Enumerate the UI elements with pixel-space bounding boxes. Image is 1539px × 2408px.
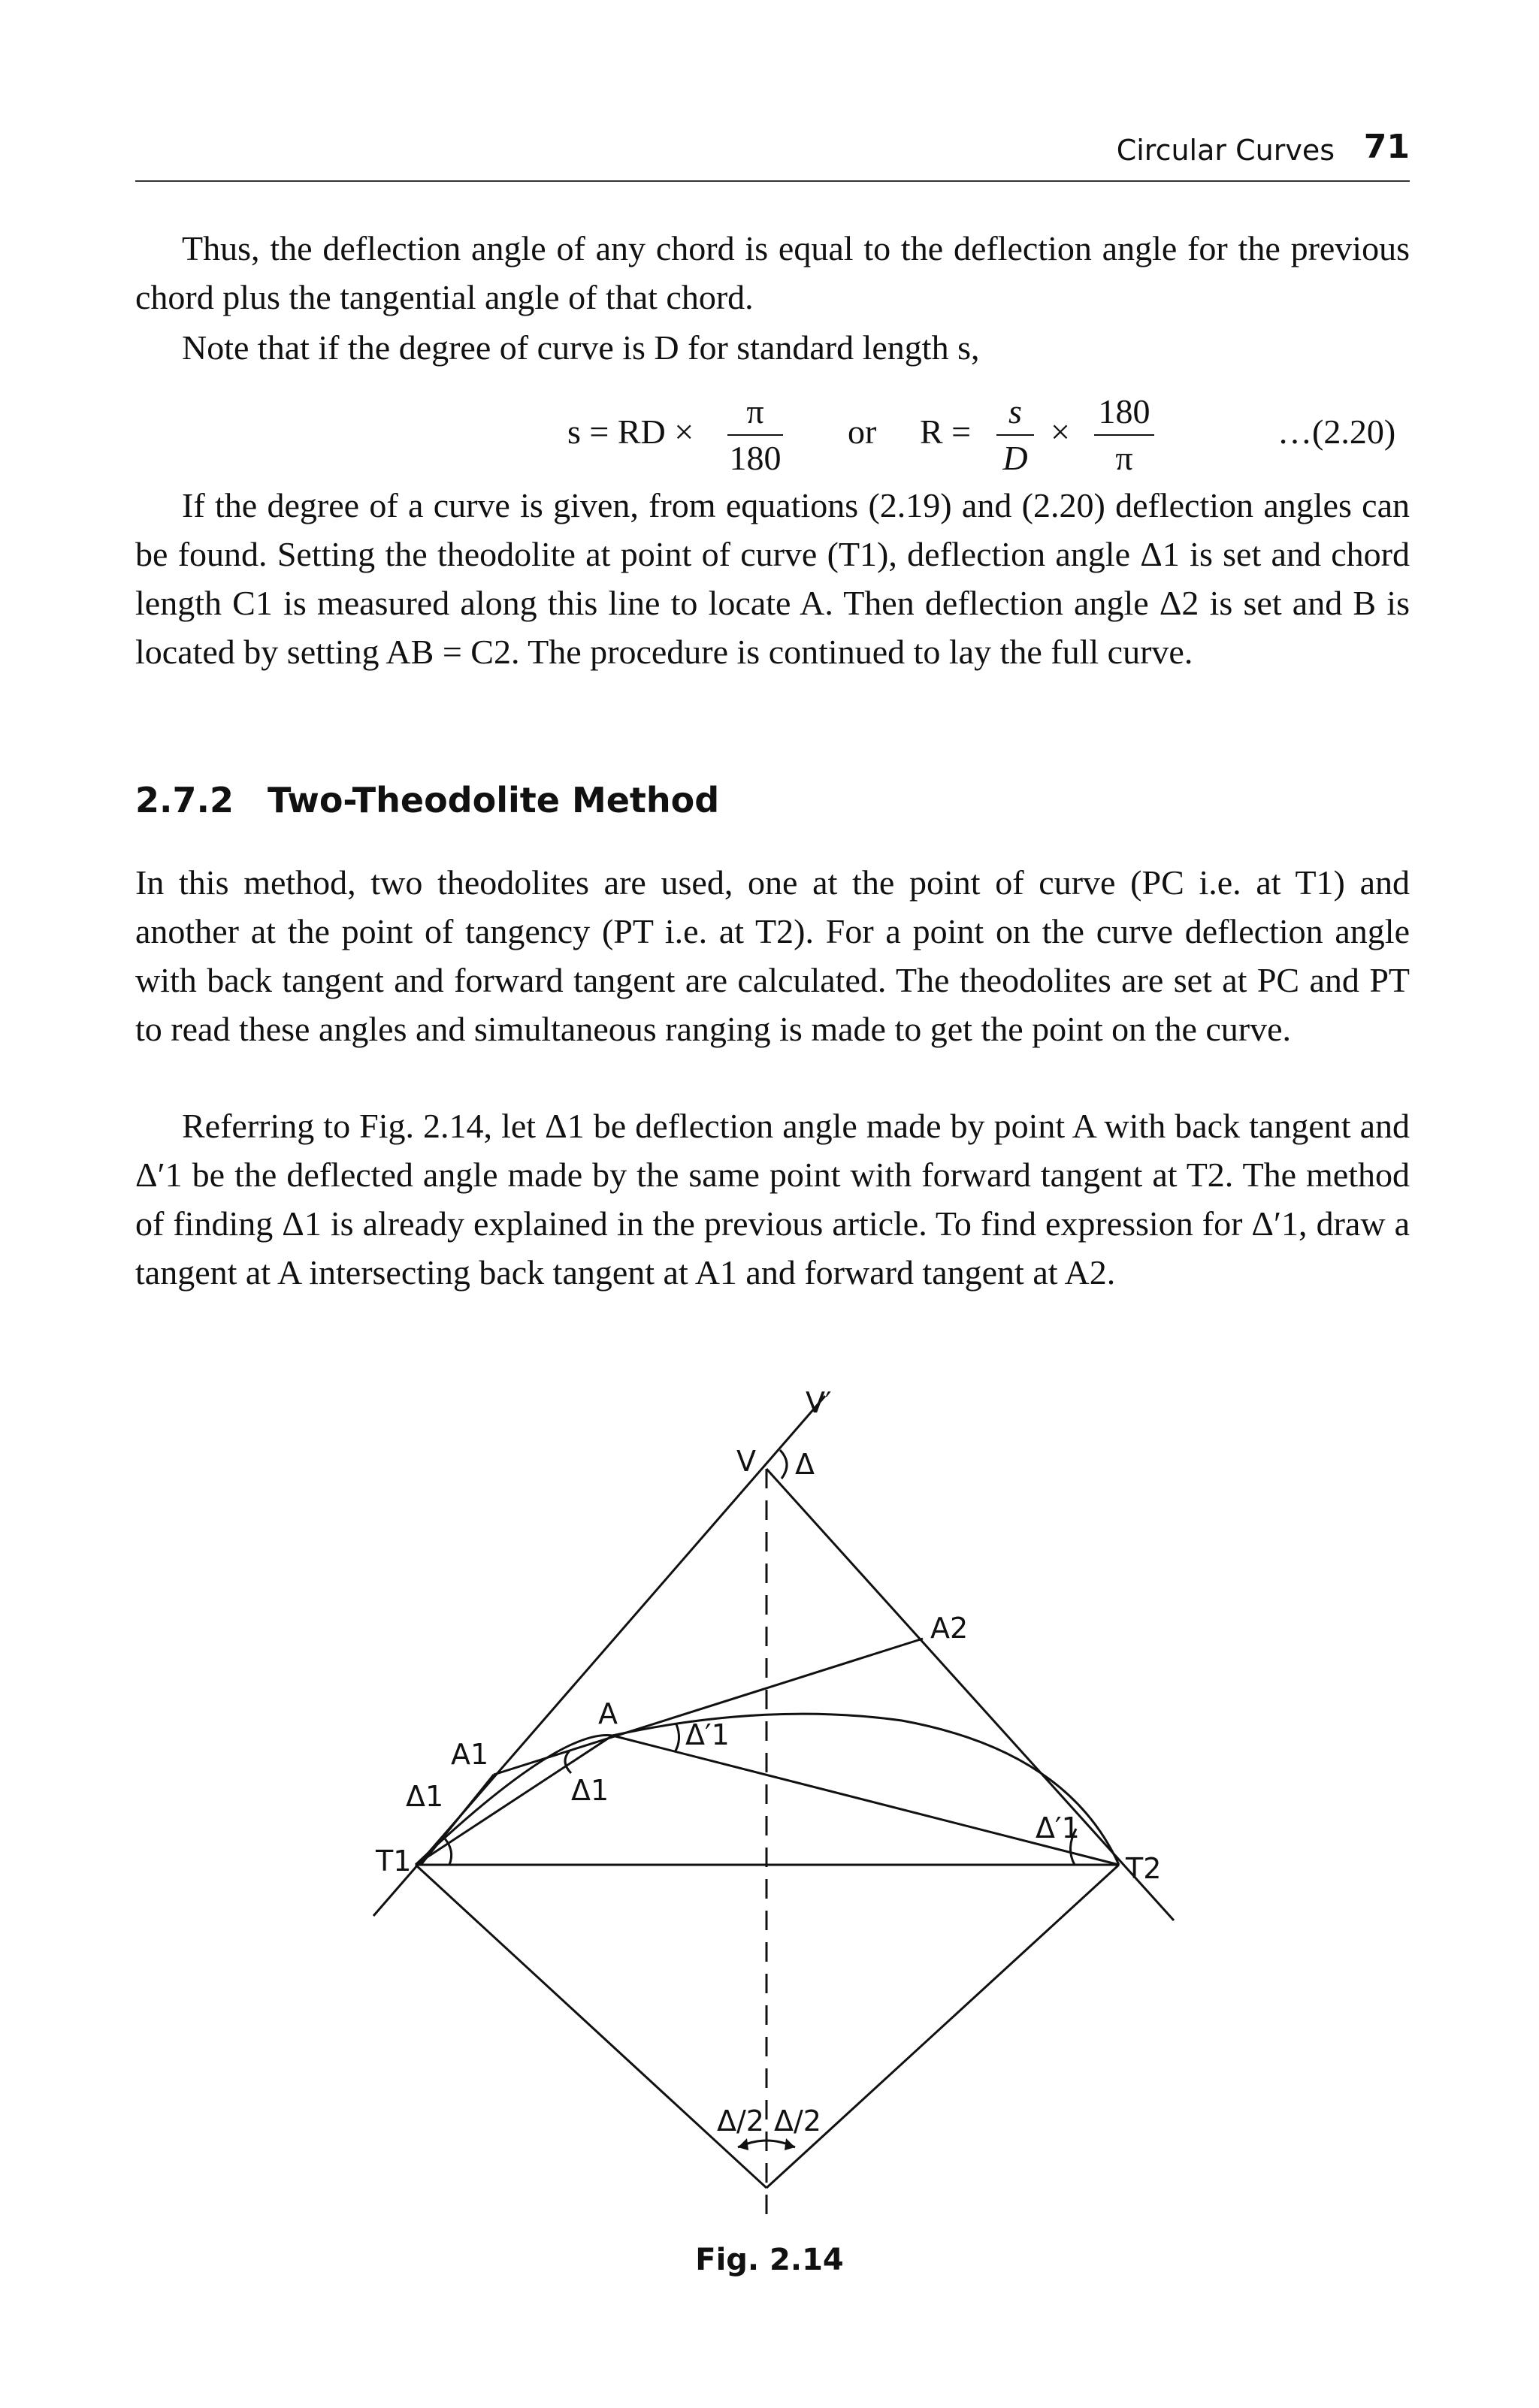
- eq-frac3-den: π: [1115, 439, 1133, 477]
- eq-frac1-bar: [727, 434, 783, 436]
- label-delta1-left: Δ1: [406, 1780, 444, 1813]
- label-half-delta-right: Δ/2: [774, 2104, 821, 2138]
- label-delta: Δ: [795, 1448, 815, 1481]
- eq-or: or: [848, 412, 877, 451]
- eq-frac3-bar: [1094, 434, 1154, 436]
- angle-arc-delta1prime-a: [675, 1724, 679, 1752]
- label-delta1-prime-t2: Δ′1: [1036, 1811, 1080, 1845]
- figure-2-14-diagram: [0, 1367, 1539, 2239]
- label-half-delta-left: Δ/2: [717, 2104, 764, 2138]
- figure-caption: Fig. 2.14: [695, 2243, 844, 2277]
- eq-fraction-s-over-d: [996, 391, 1034, 479]
- label-t2: T2: [1126, 1852, 1162, 1885]
- section-title: Two-Theodolite Method: [268, 780, 720, 820]
- eq-frac2-bar: [996, 434, 1034, 436]
- label-a: A: [598, 1697, 618, 1730]
- paragraph-1: Thus, the deflection angle of any chord is equal to the deflection angle for the previous chord plus the tangential angle of that chord.: [135, 229, 1410, 316]
- label-delta1-prime-a: Δ′1: [685, 1718, 730, 1751]
- angle-arc-delta1-a: [565, 1751, 571, 1773]
- paragraph-5: Referring to Fig. 2.14, let Δ1 be deflection angle made by point A with back tangent and Δ′1 be the deflected angle made by the same point with forward tangent at T2. The method of finding Δ1 is already explained in the previous article. To find expression for Δ′1, draw a tangent at A intersecting back tangent at A1 and forward tangent at A2.: [135, 1107, 1410, 1292]
- header-rule: [135, 180, 1410, 182]
- eq-times: ×: [1051, 412, 1070, 451]
- arrowhead-left-half-delta: [738, 2138, 748, 2150]
- eq-rhs: R =: [920, 412, 972, 451]
- tangent-at-a: [494, 1639, 923, 1775]
- label-v: V: [736, 1445, 756, 1478]
- label-v-prime: V′: [806, 1386, 832, 1419]
- eq-frac3-num: 180: [1098, 392, 1150, 431]
- chord-a-to-t2: [612, 1736, 1119, 1865]
- label-a1: A1: [451, 1738, 489, 1771]
- eq-frac1-den: 180: [729, 439, 782, 477]
- page-number: 71: [1363, 128, 1410, 166]
- line-t1-to-centre: [416, 1865, 766, 2188]
- equation-2-20: [0, 391, 1539, 481]
- paragraph-2: [135, 323, 1410, 372]
- arrowhead-right-half-delta: [785, 2138, 795, 2150]
- section-number: 2.7.2: [135, 780, 234, 820]
- line-t2-to-centre: [766, 1865, 1119, 2188]
- eq-frac2-num: s: [1008, 392, 1022, 431]
- paragraph-3: If the degree of a curve is given, from equations (2.19) and (2.20) deflection angles can be found. Setting the theodolite at point of curve (T1), deflection angle Δ1 is set and chord length C1 is measured along this line to locate A. Then deflection angle Δ2 is set and B is located by setting AB = C2. The procedure is continued to lay the full curve.: [135, 486, 1410, 671]
- eq-fraction-pi-over-180: [727, 391, 783, 479]
- label-delta1-inner: Δ1: [571, 1774, 609, 1807]
- eq-frac2-den: D: [1002, 439, 1028, 477]
- section-heading: [135, 780, 719, 820]
- eq-fraction-180-over-pi: [1094, 391, 1154, 479]
- paragraph-4: In this method, two theodolites are used, one at the point of curve (PC i.e. at T1) and another at the point of tangency (PT i.e. at T2). For a point on the curve deflection angle with back tangent and forward tangent are calculated. The theodolites are set at PC and PT to read these angles and simultaneous ranging is made to get the point on the curve.: [135, 863, 1410, 1048]
- eq-number: …(2.20): [1277, 412, 1396, 451]
- p2-text: Note that if the degree of curve is D for standard length s,: [182, 328, 980, 367]
- angle-arc-delta: [780, 1450, 787, 1479]
- eq-frac1-num: π: [746, 392, 764, 431]
- label-t1: T1: [376, 1845, 412, 1878]
- eq-lhs: s = RD ×: [567, 412, 694, 451]
- label-a2: A2: [930, 1612, 969, 1645]
- running-header-title: Circular Curves: [1116, 134, 1335, 167]
